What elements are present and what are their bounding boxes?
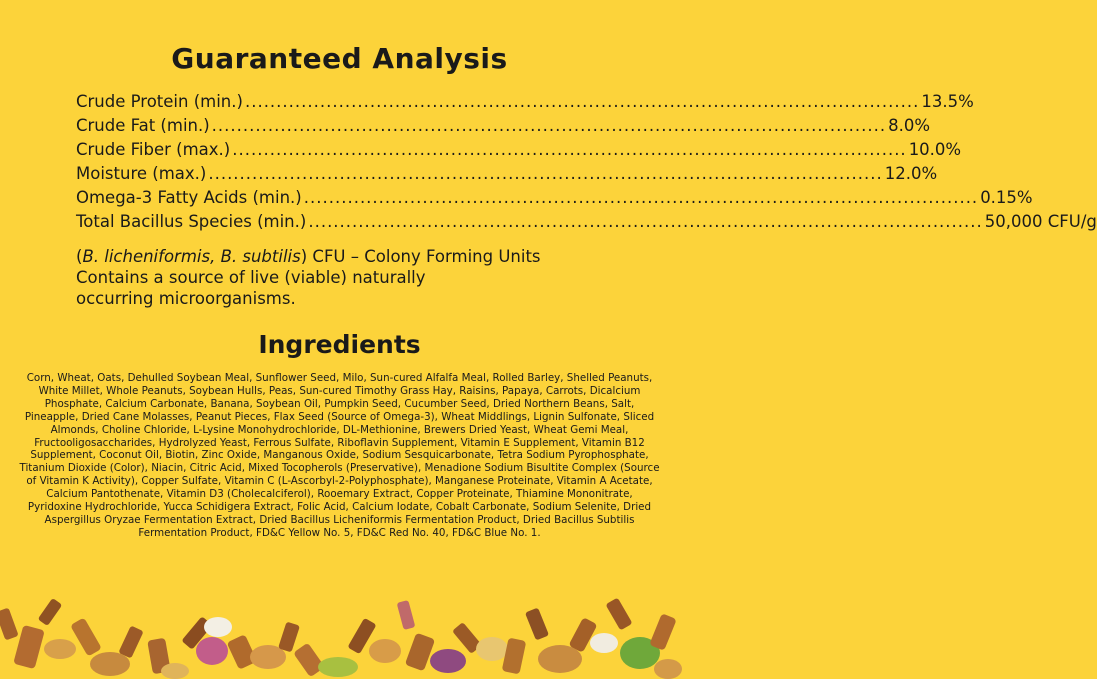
analysis-label: Crude Fat (min.) (76, 116, 210, 135)
analysis-label: Omega-3 Fatty Acids (min.) (76, 188, 302, 207)
analysis-value: 0.15% (980, 188, 1033, 207)
leader-dots: ............................................................................................................ (232, 140, 907, 159)
analysis-label: Total Bacillus Species (min.) (76, 212, 307, 231)
analysis-value: 12.0% (884, 164, 938, 183)
cfu-note-line-1 (76, 246, 616, 267)
leader-dots: ............................................................................................................ (208, 164, 883, 183)
guaranteed-analysis-title: Guaranteed Analysis (171, 42, 508, 75)
analysis-label: Crude Fiber (max.) (76, 140, 231, 159)
food-pellets (0, 598, 682, 679)
analysis-label: Crude Protein (min.) (76, 92, 243, 111)
analysis-label: Moisture (max.) (76, 164, 207, 183)
analysis-row-moisture (76, 162, 938, 186)
analysis-value: 13.5% (921, 92, 974, 111)
leader-dots: ............................................................................................................ (244, 92, 920, 111)
ingredients-text: Corn, Wheat, Oats, Dehulled Soybean Meal, Sunflower Seed, Milo, Sun-cured Alfalfa Meal, Rolled Barley, Shelled Peanuts, White Millet, Whole Peanuts, Soybean Hulls, Peas, Sun-cured Timothy Grass Hay, Raisins, Papaya, Carrots, Dicalcium Phosphate, Calcium Carbonate, Banana, Soybean Oil, Pumpkin Seed, Cucumber Seed, Dried Northern Beans, Salt, Pineapple, Dried Cane Molasses, Peanut Pieces, Flax Seed (Source of Omega-3), Wheat Middlings, Lignin Sulfonate, Sliced Almonds, Choline Chloride, L-Lysine Monohydrochloride, DL-Methionine, Brewers Dried Yeast, Wheat Gemi Meal, Fructooligosaccharides, Hydrolyzed Yeast, Ferrous Sulfate, Riboflavin Supplement, Vitamin E Supplement, Vitamin B12 Supplement, Coconut Oil, Biotin, Zinc Oxide, Manganous Oxide, Sodium Sesquicarbonate, Tetra Sodium Pyrophosphate, Titanium Dioxide (Color), Niacin, Citric Acid, Mixed Tocopherols (Preservative), Menadione Sodium Bisultite Complex (Source of Vitamin K Activity), Copper Sulfate, Vitamin C (L-Ascorbyl-2-Polyphosphate), Manganese Proteinate, Vitamin A Acetate, Calcium Pantothenate, Vitamin D3 (Cholecalciferol), Rooemary Extract, Copper Proteinate, Thiamine Mononitrate, Pyridoxine Hydrochloride, Yucca Schidigera Extract, Folic Acid, Calcium Iodate, Cobalt Carbonate, Sodium Selenite, Dried Aspergillus Oryzae Fermentation Extract, Dried Bacillus Licheniformis Fermentation Product, Dried Bacillus Subtilis Fermentation Product, FD&C Yellow No. 5, FD&C Red No. 40, FD&C Blue No. 1. (19, 372, 660, 539)
cfu-note-line-3: occurring microorganisms. (76, 289, 296, 308)
analysis-row-crude-fat (76, 114, 931, 138)
leader-dots: ............................................................................................................ (303, 188, 979, 207)
analysis-row-crude-fiber (76, 138, 962, 162)
open-paren: ( (76, 247, 83, 266)
analysis-value: 10.0% (908, 140, 962, 159)
guaranteed-analysis-list (76, 90, 1097, 234)
cfu-note-line-2: Contains a source of live (viable) naturally (76, 268, 426, 287)
leader-dots: ............................................................................................................ (211, 116, 887, 135)
analysis-value: 8.0% (888, 116, 931, 135)
food-pieces-image (0, 579, 679, 679)
analysis-row-crude-protein (76, 90, 974, 114)
analysis-row-bacillus (76, 210, 1097, 234)
species-names: B. licheniformis, B. subtilis (82, 247, 301, 266)
analysis-row-omega-3 (76, 186, 1033, 210)
ingredients-title: Ingredients (258, 330, 421, 359)
analysis-value: 50,000 CFU/g (984, 212, 1097, 231)
leader-dots: ............................................................................................................ (308, 212, 983, 231)
cfu-note (76, 246, 616, 309)
cfu-definition: ) CFU – Colony Forming Units (300, 247, 541, 266)
